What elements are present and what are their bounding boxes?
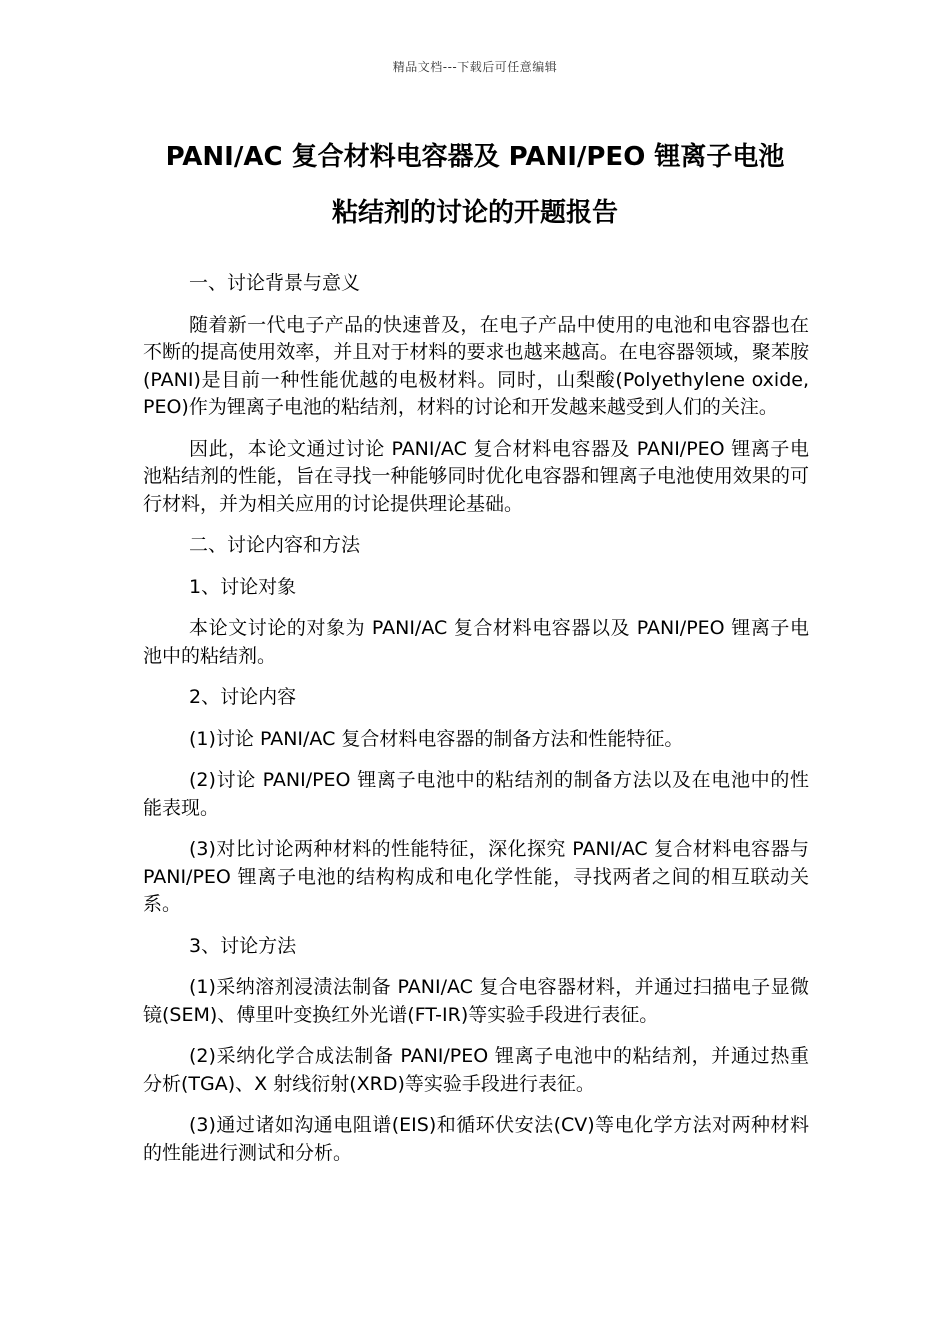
subsection-heading: 1、讨论对象: [189, 575, 297, 598]
header-note: 精品文档---下载后可任意编辑: [392, 60, 558, 74]
list-item: (3)对比讨论两种材料的性能特征，深化探究 PANI/AC 复合材料电容器与 PANI/PEO 锂离子电池的结构构成和电化学性能，寻找两者之间的相互联动关系。: [143, 838, 809, 915]
section-heading: 一、讨论背景与意义: [189, 272, 361, 294]
list-item: (1)采纳溶剂浸渍法制备 PANI/AC 复合电容器材料，并通过扫描电子显微镜(SEM)、傅里叶变换红外光谱(FT-IR)等实验手段进行表征。: [143, 976, 809, 1026]
list-item: (1)讨论 PANI/AC 复合材料电容器的制备方法和性能特征。: [189, 727, 684, 750]
paragraph: 本论文讨论的对象为 PANI/AC 复合材料电容器以及 PANI/PEO 锂离子电池中的粘结剂。: [143, 617, 809, 667]
document-title-line2: 粘结剂的讨论的开题报告: [331, 198, 618, 228]
paragraph: 随着新一代电子产品的快速普及，在电子产品中使用的电池和电容器也在不断的提高使用效率，并且对于材料的要求也越来越高。在电容器领域，聚苯胺(PANI)是目前一种性能优越的电极材料。同时，山梨酸(Polyethylene oxide, PEO)作为锂离子电池的粘结剂，材料的讨论和开发越来越受到人们的关注。: [143, 313, 809, 418]
paragraph: 因此，本论文通过讨论 PANI/AC 复合材料电容器及 PANI/PEO 锂离子电池粘结剂的性能，旨在寻找一种能够同时优化电容器和锂离子电池使用效果的可行材料，并为相关应用的讨论提供理论基础。: [143, 437, 809, 515]
document-body: [143, 270, 809, 1181]
list-item: (2)采纳化学合成法制备 PANI/PEO 锂离子电池中的粘结剂，并通过热重分析(TGA)、X 射线衍射(XRD)等实验手段进行表征。: [143, 1045, 809, 1095]
subsection-heading: 3、讨论方法: [189, 934, 297, 957]
section-heading: 二、讨论内容和方法: [189, 534, 361, 556]
document-title-line1: PANI/AC 复合材料电容器及 PANI/PEO 锂离子电池: [165, 142, 785, 172]
list-item: (3)通过诸如沟通电阻谱(EIS)和循环伏安法(CV)等电化学方法对两种材料的性能进行测试和分析。: [143, 1114, 809, 1164]
list-item: (2)讨论 PANI/PEO 锂离子电池中的粘结剂的制备方法以及在电池中的性能表现。: [143, 769, 809, 819]
subsection-heading: 2、讨论内容: [189, 686, 297, 708]
